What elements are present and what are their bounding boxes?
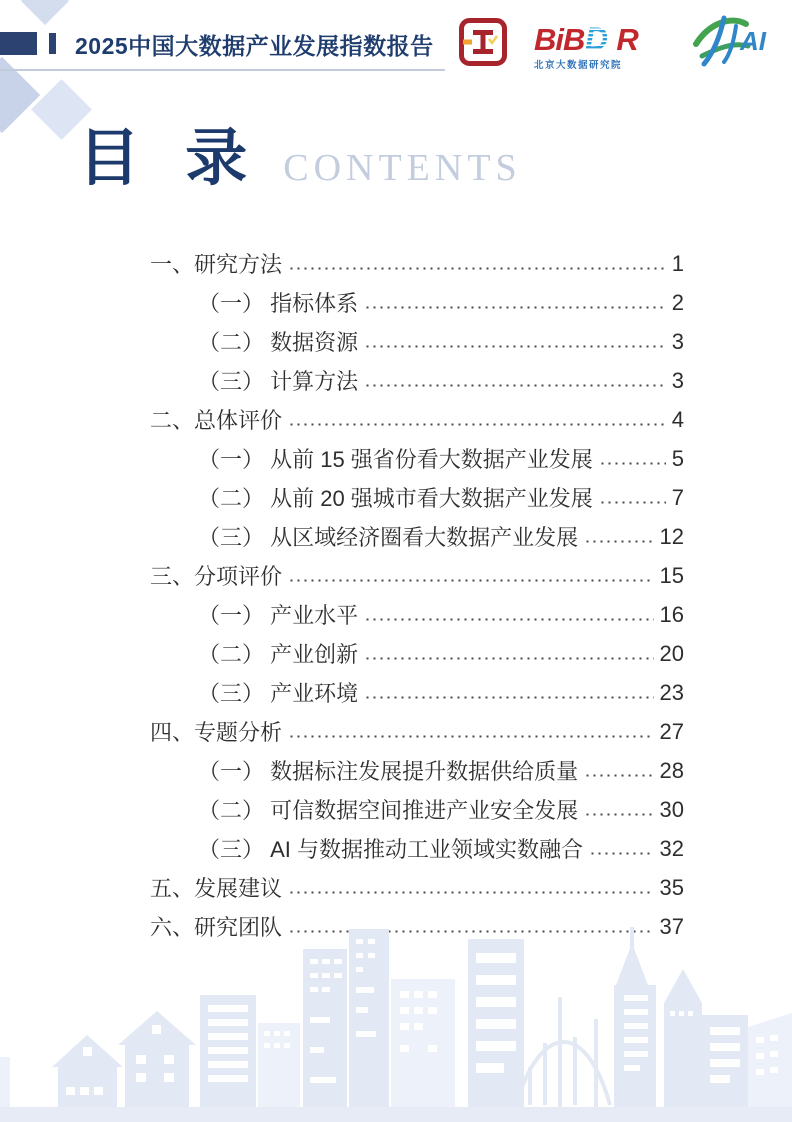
diamond-decoration: [21, 0, 69, 25]
toc-item[interactable]: [150, 244, 684, 283]
dot-leader: [288, 891, 654, 894]
toc-item-page: 16: [659, 601, 684, 627]
toc-item-label: （一） 指标体系: [198, 291, 359, 316]
dot-leader: [288, 579, 654, 582]
toc-item[interactable]: [150, 673, 684, 712]
toc-item-label: （三） 从区域经济圈看大数据产业发展: [198, 525, 579, 550]
toc-item-page: 12: [659, 523, 684, 549]
toc-item[interactable]: [150, 283, 684, 322]
table-of-contents: [150, 244, 684, 946]
dot-leader: [599, 462, 666, 465]
page-title-zh: 目 录: [78, 124, 262, 193]
report-title: 2025中国大数据产业发展指数报告: [75, 33, 434, 59]
toc-item-page: 1: [671, 250, 684, 276]
header-divider: [0, 69, 445, 71]
bibdr-logo-text: BiB: [534, 22, 585, 57]
bibdr-logo-text: R: [616, 22, 638, 57]
dot-leader: [288, 267, 666, 270]
toc-item[interactable]: [150, 712, 684, 751]
city-skyline-graphic: [0, 927, 792, 1107]
toc-item-label: （三） 计算方法: [198, 369, 359, 394]
icbc-logo-icon: [458, 17, 508, 67]
toc-item-label: （二） 可信数据空间推进产业安全发展: [198, 798, 579, 823]
page-title-en: CONTENTS: [283, 147, 522, 189]
icbc-logo: [458, 17, 508, 72]
toc-item[interactable]: [150, 400, 684, 439]
toc-item-label: 二、总体评价: [150, 408, 283, 433]
toc-item-label: 四、专题分析: [150, 720, 283, 745]
toc-item-label: （一） 产业水平: [198, 603, 359, 628]
dot-leader: [364, 306, 666, 309]
toc-item-page: 23: [659, 679, 684, 705]
svg-text:AI: AI: [740, 26, 766, 56]
ya-ai-logo: [690, 10, 772, 75]
bibdr-logo-subtext: 北京大数据研究院: [534, 60, 623, 71]
toc-item[interactable]: [150, 478, 684, 517]
toc-item-page: 4: [671, 406, 684, 432]
toc-item-label: （一） 数据标注发展提升数据供给质量: [198, 759, 579, 784]
toc-item[interactable]: [150, 556, 684, 595]
toc-item[interactable]: [150, 790, 684, 829]
toc-item-page: 7: [671, 484, 684, 510]
toc-item-page: 3: [671, 328, 684, 354]
page-title: [78, 124, 522, 193]
toc-item-page: 20: [659, 640, 684, 666]
toc-item-label: （二） 从前 20 强城市看大数据产业发展: [198, 486, 593, 511]
dot-leader: [364, 345, 666, 348]
toc-item[interactable]: [150, 439, 684, 478]
toc-item-label: （三） AI 与数据推动工业领域实数融合: [198, 837, 584, 862]
toc-item-label: 一、研究方法: [150, 252, 283, 277]
dot-leader: [364, 618, 653, 621]
toc-item-page: 28: [659, 757, 684, 783]
toc-item[interactable]: [150, 829, 684, 868]
dot-leader: [288, 423, 666, 426]
toc-item-page: 37: [659, 913, 684, 939]
dot-leader: [584, 540, 653, 543]
header-accent-block: [0, 32, 37, 55]
dot-leader: [584, 774, 653, 777]
toc-item-label: （一） 从前 15 强省份看大数据产业发展: [198, 447, 593, 472]
dot-leader: [364, 384, 666, 387]
toc-item-page: 3: [671, 367, 684, 393]
dot-leader: [589, 852, 654, 855]
footer-band: [0, 1107, 792, 1122]
toc-item-page: 32: [659, 835, 684, 861]
toc-item-label: 五、发展建议: [150, 876, 283, 901]
toc-item-page: 35: [659, 874, 684, 900]
toc-item-page: 27: [659, 718, 684, 744]
toc-item-page: 5: [671, 445, 684, 471]
toc-item[interactable]: [150, 517, 684, 556]
ya-ai-logo-icon: [690, 10, 772, 70]
dot-leader: [288, 735, 654, 738]
dot-leader: [584, 813, 653, 816]
toc-item-label: 六、研究团队: [150, 915, 283, 940]
toc-item[interactable]: [150, 322, 684, 361]
toc-item[interactable]: [150, 634, 684, 673]
toc-item-label: （二） 数据资源: [198, 330, 359, 355]
dot-leader: [599, 501, 666, 504]
toc-item-label: （三） 产业环境: [198, 681, 359, 706]
dot-leader: [364, 657, 653, 660]
header-accent-tick: [49, 33, 56, 54]
toc-item[interactable]: [150, 868, 684, 907]
svg-text:D: D: [585, 22, 609, 55]
toc-item-page: 2: [671, 289, 684, 315]
bibdr-striped-d: [584, 22, 616, 55]
bibdr-logo: [534, 22, 676, 71]
toc-item-label: （二） 产业创新: [198, 642, 359, 667]
toc-item-page: 30: [659, 796, 684, 822]
toc-item-label: 三、分项评价: [150, 564, 283, 589]
toc-item[interactable]: [150, 595, 684, 634]
toc-item[interactable]: [150, 361, 684, 400]
dot-leader: [364, 696, 653, 699]
toc-item-page: 15: [659, 562, 684, 588]
toc-item[interactable]: [150, 751, 684, 790]
